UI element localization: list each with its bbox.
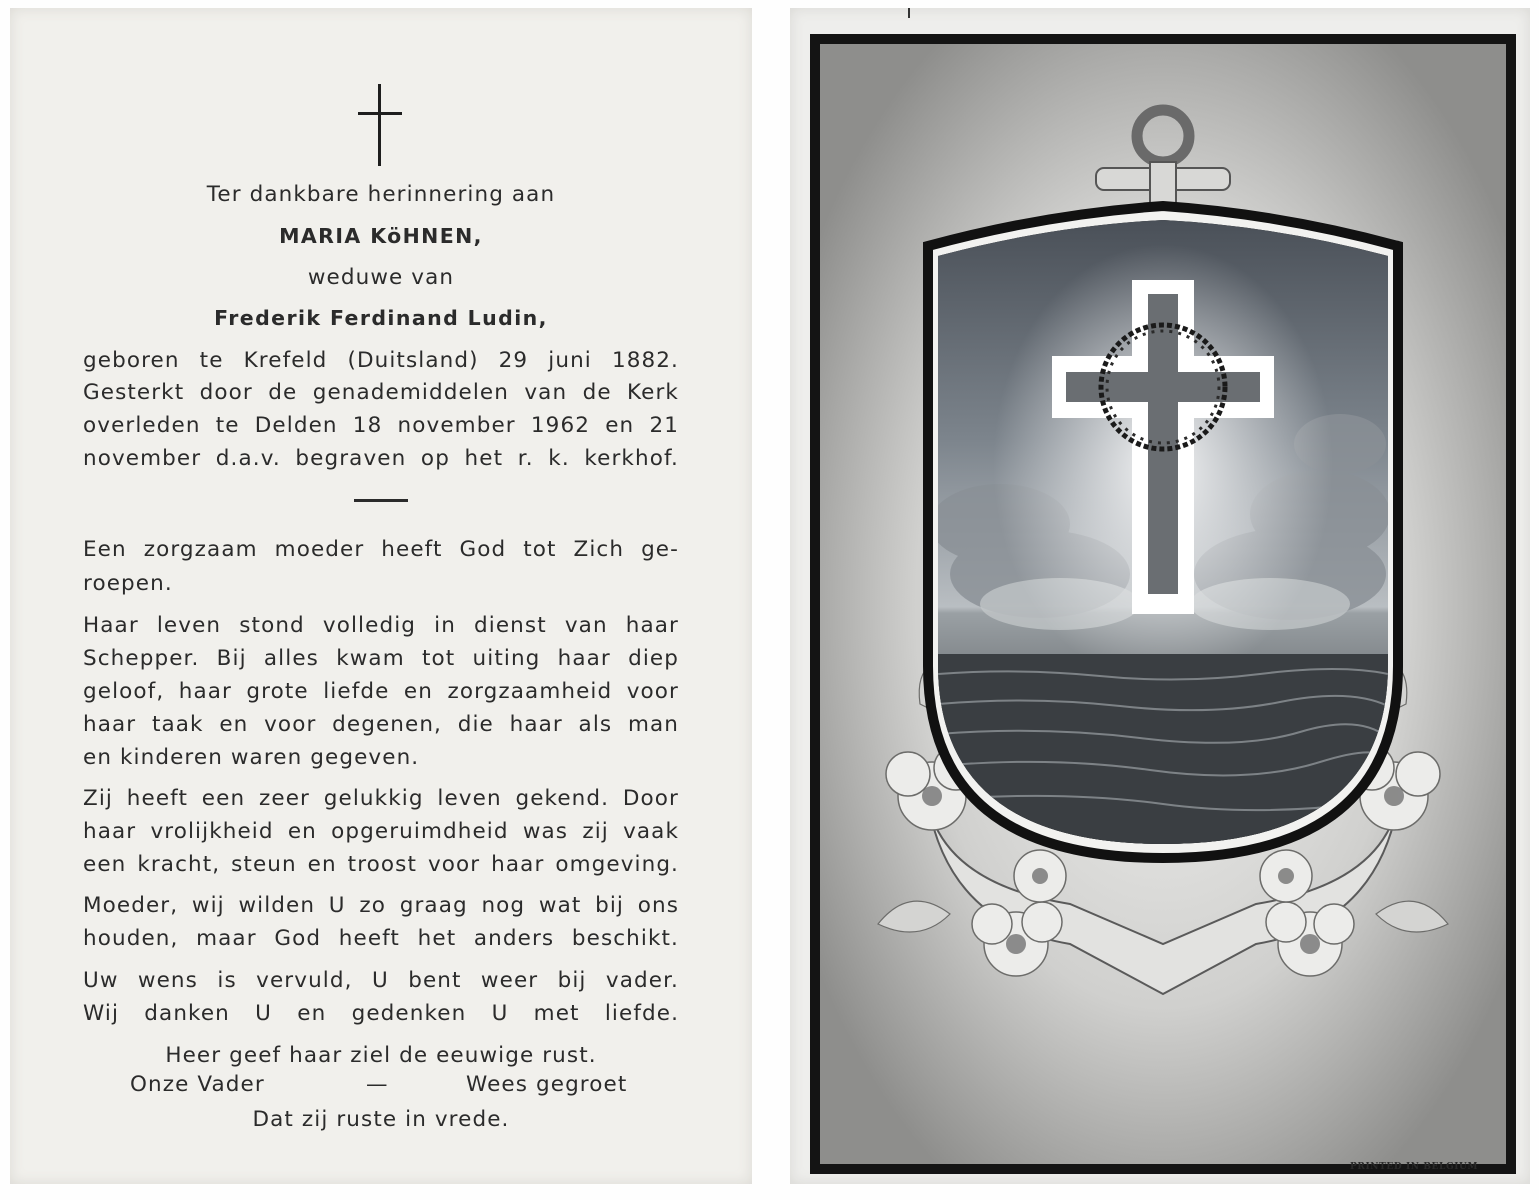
dedication-line: Ter dankbare herinnering aan [206,182,556,207]
prayer-right: Wees gegroet [466,1072,628,1097]
bio-line: november d.a.v. begraven op het r. k. kerkhof. [83,446,679,471]
paragraph-line: en kinderen waren gegeven. [83,745,420,770]
cross-icon [358,84,402,166]
final-line: Dat zij ruste in vrede. [252,1107,510,1132]
memorial-text-card [10,8,752,1184]
memorial-picture-card [790,8,1530,1184]
paragraph-line: houden, maar God heeft het anders beschikt. [83,926,679,951]
bio-line: overleden te Delden 18 november 1962 en 21 [83,413,679,438]
bio-line: geboren te Krefeld (Duitsland) 29 juni 1882. [83,348,679,373]
paragraph-line: Uw wens is vervuld, U bent weer bij vader. [83,968,679,993]
paragraph-line: een kracht, steun en troost voor haar omgeving. [83,852,679,877]
paragraph-line: roepen. [83,571,173,596]
scan-mark [908,8,910,18]
mourning-border [810,34,1516,1174]
bio-line: Gesterkt door de genademiddelen van de Kerk [83,380,679,405]
paragraph-line: Zij heeft een zeer gelukkig leven gekend. Door [83,786,679,811]
paragraph-line: Schepper. Bij alles kwam tot uiting haar diep [83,646,679,671]
anchor-cross-illustration [820,44,1506,1164]
closing-prayer: Heer geef haar ziel de eeuwige rust. [165,1043,597,1068]
prayer-dash: — [366,1072,389,1097]
paragraph-line: Haar leven stond volledig in dienst van haar [83,613,679,638]
husband-name: Frederik Ferdinand Ludin, [214,306,548,330]
paragraph-line: Een zorgzaam moeder heeft God tot Zich ge- [83,537,679,562]
prayer-left: Onze Vader [130,1072,265,1097]
paragraph-line: haar taak en voor degenen, die haar als man [83,712,679,737]
paragraph-line: Wij danken U en gedenken U met liefde. [83,1001,679,1026]
printer-mark: PRINTED IN BELGIUM [1350,1162,1479,1172]
deceased-name: MARIA KöHNEN, [279,224,483,248]
prayers-row [130,1074,650,1102]
paragraph-line: Moeder, wij wilden U zo graag nog wat bij ons [83,893,679,918]
paragraph-line: geloof, haar grote liefde en zorgzaamheid voor [83,679,679,704]
section-divider [354,499,408,502]
paragraph-line: haar vrolijkheid en opgeruimdheid was zij vaak [83,819,679,844]
widow-of-line: weduwe van [307,265,455,290]
